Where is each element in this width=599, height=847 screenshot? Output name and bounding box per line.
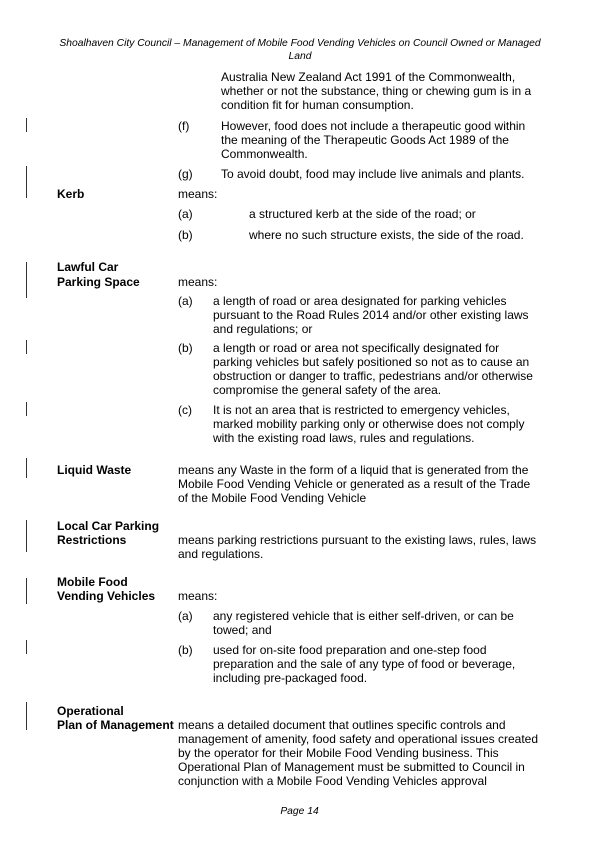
text-line: compromise the general safety of the area. — [213, 383, 442, 397]
term-heading: Vending Vehicles — [57, 589, 156, 603]
term-heading: Parking Space — [57, 275, 140, 289]
text-line: a length of road or area designated for parking vehicles — [213, 294, 507, 308]
item-label: (a) — [178, 207, 193, 221]
text-line: management of amenity, food safety and operational issues created — [178, 732, 538, 746]
term-heading: Restrictions — [57, 533, 127, 547]
text-line: towed; and — [213, 623, 272, 637]
change-bar — [26, 402, 27, 416]
text-line: any registered vehicle that is either self-driven, or can be — [213, 609, 514, 623]
text-line: Mobile Food Vending Vehicle or generated as a result of the Trade — [178, 477, 531, 491]
item-label: (a) — [178, 609, 193, 623]
text-line: means parking restrictions pursuant to the existing laws, rules, laws — [178, 533, 537, 547]
text-line: marked mobility parking only or otherwise does not comply — [213, 417, 525, 431]
item-label: (g) — [178, 167, 193, 181]
term-heading: Lawful Car — [57, 260, 119, 274]
means-label: means: — [178, 187, 218, 201]
text-line: Australia New Zealand Act 1991 of the Commonwealth, — [221, 70, 516, 84]
term-heading: Operational — [57, 704, 124, 718]
term-heading: Mobile Food — [57, 575, 128, 589]
term-heading: Liquid Waste — [57, 463, 132, 477]
change-bar — [26, 520, 27, 552]
text-line: by the operator for their Mobile Food Vending business. This — [178, 746, 499, 760]
item-label: (b) — [178, 228, 193, 242]
page-header — [55, 37, 545, 63]
term-heading: Plan of Management — [57, 718, 174, 732]
text-line: with the existing road laws, rules and regulations. — [213, 431, 475, 445]
text-line: means a detailed document that outlines specific controls and — [178, 718, 506, 732]
item-label: (a) — [178, 294, 193, 308]
text-line: whether or not the substance, thing or chewing gum is in a — [221, 84, 532, 98]
change-bar — [26, 458, 27, 478]
text-line: where no such structure exists, the side of the road. — [249, 228, 524, 242]
text-line: To avoid doubt, food may include live animals and plants. — [221, 167, 525, 181]
item-label: (b) — [178, 643, 193, 657]
change-bar — [26, 702, 27, 730]
item-label: (b) — [178, 341, 193, 355]
change-bar — [26, 118, 27, 132]
text-line: Commonwealth. — [221, 147, 308, 161]
change-bar — [26, 578, 27, 604]
text-line: However, food does not include a therapeutic good within — [221, 119, 526, 133]
item-label: (f) — [178, 119, 190, 133]
change-bar — [26, 262, 27, 298]
change-bar — [26, 640, 27, 654]
term-heading: Local Car Parking — [57, 519, 160, 533]
text-line: and regulations; or — [213, 322, 313, 336]
term-heading: Kerb — [57, 187, 85, 201]
text-line: condition fit for human consumption. — [221, 98, 414, 112]
text-line: parking vehicles but safely positioned so not as to cause an — [213, 355, 530, 369]
text-line: a length or road or area not specifically designated for — [213, 341, 500, 355]
text-line: including pre-packaged food. — [213, 671, 368, 685]
item-label: (c) — [178, 403, 192, 417]
text-line: a structured kerb at the side of the road; or — [249, 207, 476, 221]
text-line: used for on-site food preparation and one-step food — [213, 643, 487, 657]
header-line-1: Shoalhaven City Council – Management of Mobile Food Vending Vehicles on Council Owned or Managed — [59, 38, 541, 49]
text-line: It is not an area that is restricted to emergency vehicles, — [213, 403, 510, 417]
text-line: of the Mobile Food Vending Vehicle — [178, 491, 367, 505]
text-line: Operational Plan of Management must be submitted to Council in — [178, 760, 525, 774]
page-number: Page 14 — [280, 806, 319, 817]
header-line-2: Land — [288, 51, 312, 62]
text-line: preparation and the sale of any type of food or beverage, — [213, 657, 516, 671]
text-line: means any Waste in the form of a liquid that is generated from the — [178, 463, 529, 477]
change-bar — [26, 166, 27, 198]
text-line: obstruction or danger to traffic, pedestrians and/or otherwise — [213, 369, 533, 383]
text-line: pursuant to the Road Rules 2014 and/or other existing laws — [213, 308, 529, 322]
text-line: conjunction with a Mobile Food Vending Vehicles approval — [178, 774, 487, 788]
means-label: means: — [178, 275, 218, 289]
text-line: the meaning of the Therapeutic Goods Act 1989 of the — [221, 133, 509, 147]
means-label: means: — [178, 589, 218, 603]
text-line: and regulations. — [178, 547, 264, 561]
change-bar — [26, 340, 27, 354]
